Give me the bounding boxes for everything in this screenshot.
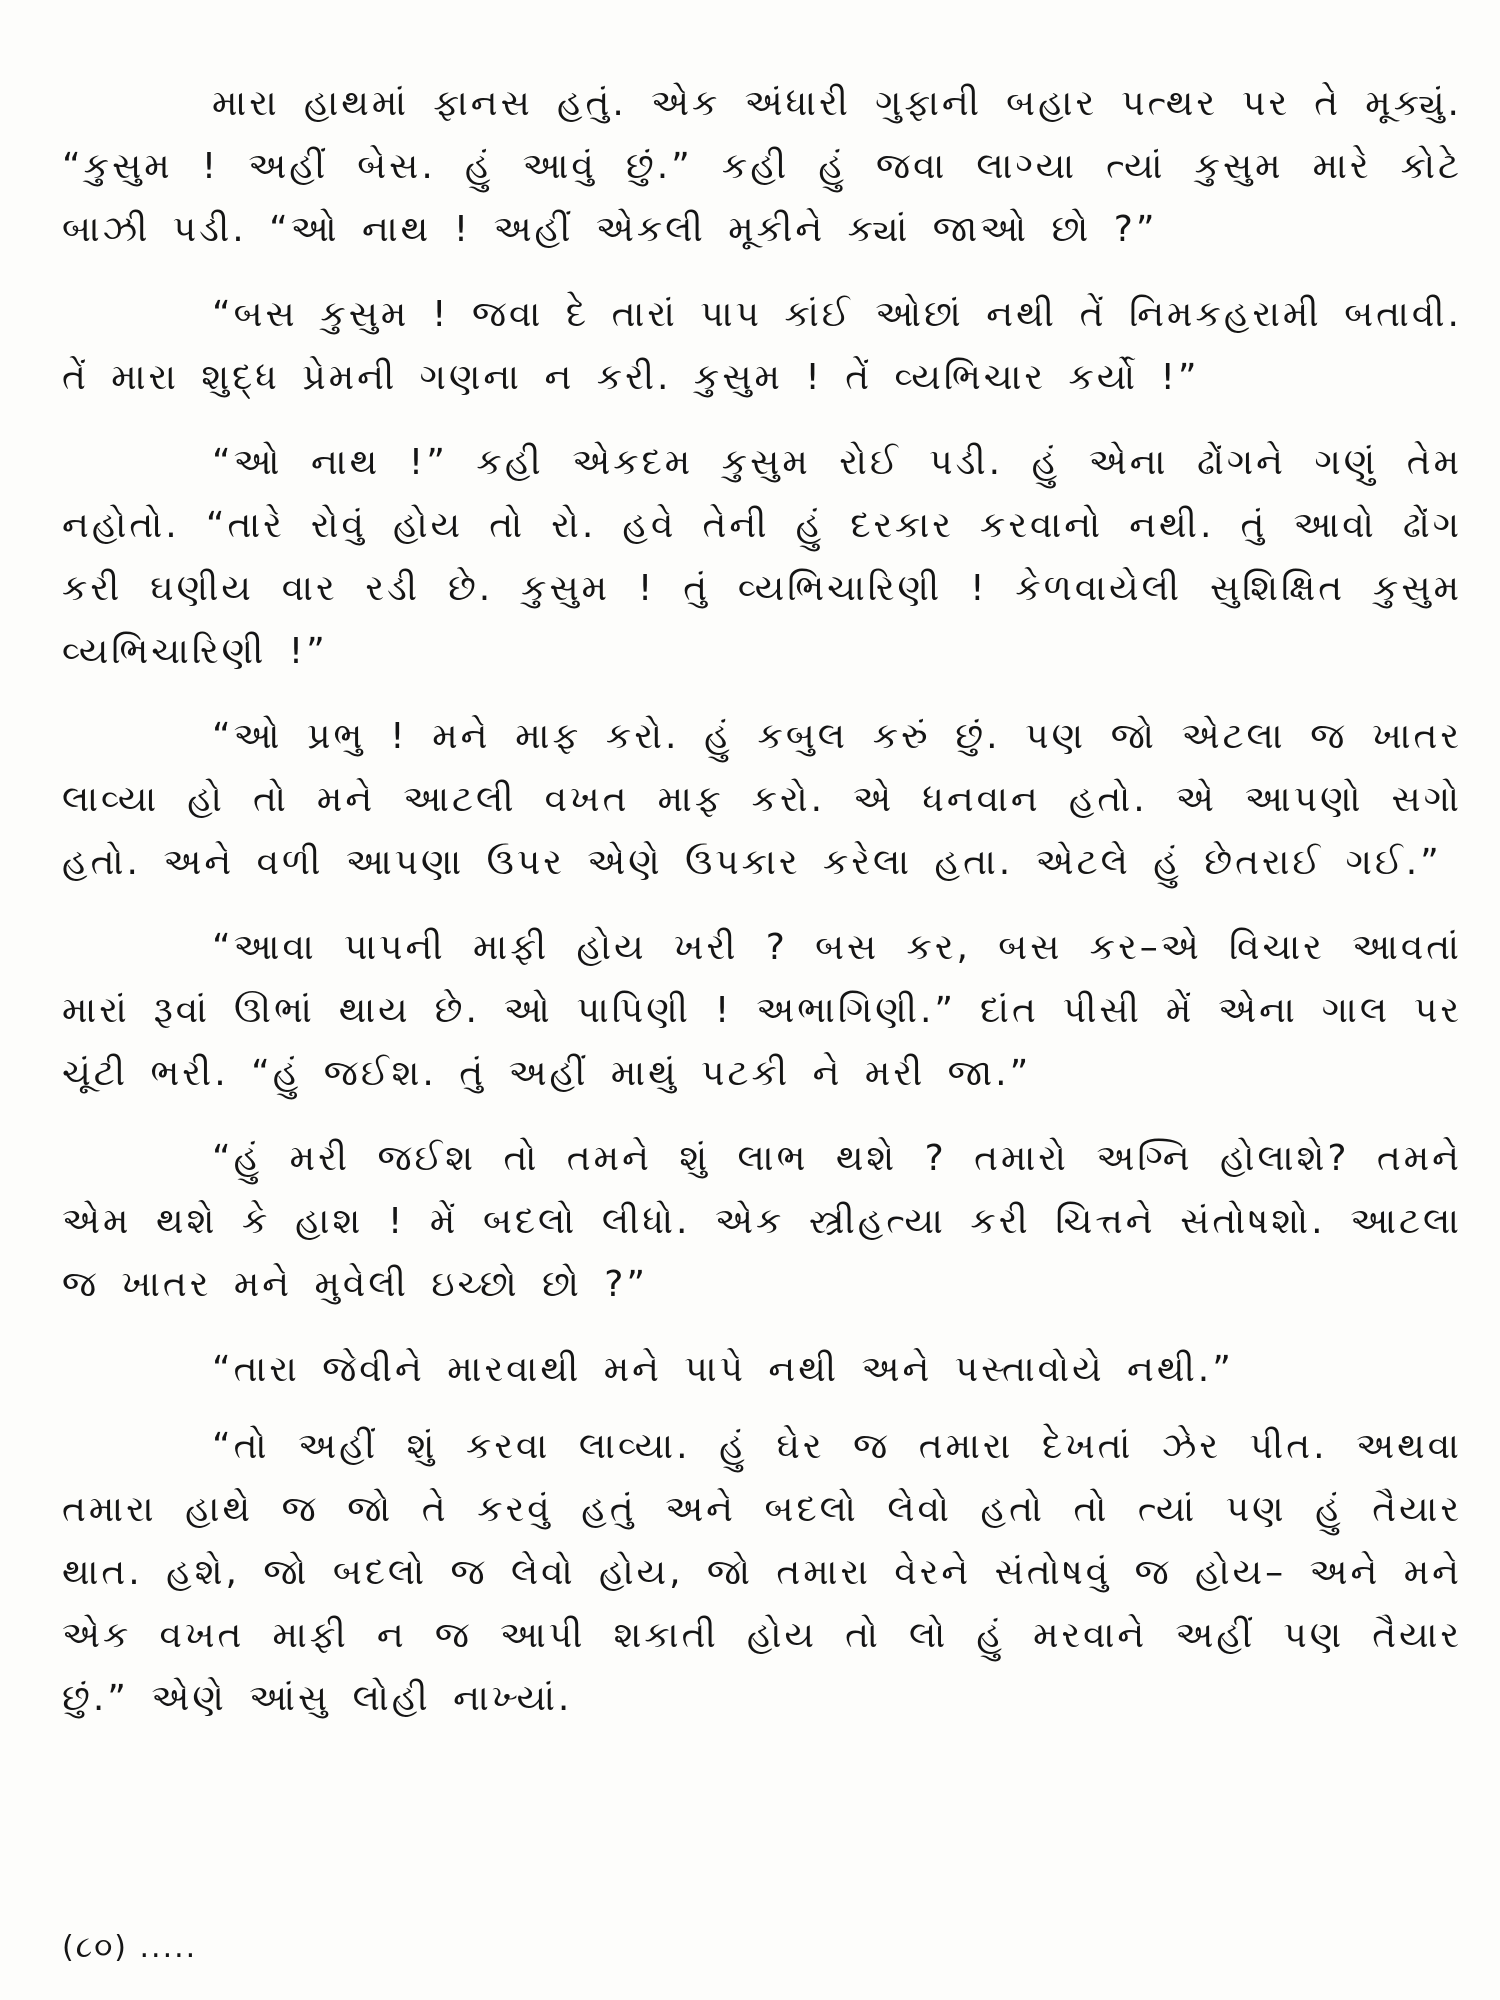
paragraph-8: “તો અહીં શું કરવા લાવ્યા. હું ઘેર જ તમારા દેખતાં ઝેર પીત. અથવા તમારા હાથે જ જો તે કરવું હતું અને બદલો લેવો હતો તો ત્યાં પણ હું તૈયાર થાત. હશે, જો બદલો જ લેવો હોય, જો તમારા વેરને સંતોષવું જ હોય– અને મને એક વખત માફી ન જ આપી શકાતી હોય તો લો હું મરવાને અહીં પણ તૈયાર છું.” એણે આંસુ લોહી નાખ્યાં. (62, 1426, 1462, 1719)
paragraph-3: “ઓ નાથ !” કહી એકદમ કુસુમ રોઈ પડી. હું એના ઢોંગને ગણું તેમ નહોતો. “તારે રોવું હોય તો રો. હવે તેની હું દરકાર કરવાનો નથી. તું આવો ઢોંગ કરી ઘણીય વાર રડી છે. કુસુમ ! તું વ્યભિચારિણી ! કેળવાયેલી સુશિક્ષિત કુસુમ વ્યભિચારિણી !” (62, 442, 1462, 672)
paragraph-1: મારા હાથમાં ફાનસ હતું. એક અંધારી ગુફાની બહાર પત્થર પર તે મૂક્યું. “કુસુમ ! અહીં બેસ. હું આવું છું.” કહી હું જવા લાગ્યા ત્યાં કુસુમ મારે કોટે બાઝી પડી. “ઓ નાથ ! અહીં એકલી મૂકીને ક્યાં જાઓ છો ?” (62, 83, 1462, 250)
page-number: (૮૦) ..... (62, 1930, 198, 1965)
body-text (62, 72, 1462, 1752)
paragraph-5: “આવા પાપની માફી હોય ખરી ? બસ કર, બસ કર–એ વિચાર આવતાં મારાં રૂવાં ઊભાં થાય છે. ઓ પાપિણી ! અભાગિણી.” દાંત પીસી મેં એના ગાલ પર ચૂંટી ભરી. “હું જઈશ. તું અહીં માથું પટકી ને મરી જા.” (62, 927, 1462, 1094)
paragraph-4: “ઓ પ્રભુ ! મને માફ કરો. હું કબુલ કરું છું. પણ જો એટલા જ ખાતર લાવ્યા હો તો મને આટલી વખત માફ કરો. એ ધનવાન હતો. એ આપણો સગો હતો. અને વળી આપણા ઉપર એણે ઉપકાર કરેલા હતા. એટલે હું છેતરાઈ ગઈ.” (62, 716, 1462, 883)
paragraph-6: “હું મરી જઈશ તો તમને શું લાભ થશે ? તમારો અગ્નિ હોલાશે? તમને એમ થશે કે હાશ ! મેં બદલો લીધો. એક સ્ત્રીહત્યા કરી ચિત્તને સંતોષશો. આટલા જ ખાતર મને મુવેલી ઇચ્છો છો ?” (62, 1138, 1462, 1305)
paragraph-2: “બસ કુસુમ ! જવા દે તારાં પાપ કાંઈ ઓછાં નથી તેં નિમકહરામી બતાવી. તેં મારા શુદ્ધ પ્રેમની ગણના ન કરી. કુસુમ ! તેં વ્યભિચાર કર્યો !” (62, 294, 1462, 398)
paragraph-7: “તારા જેવીને મારવાથી મને પાપે નથી અને પસ્તાવોયે નથી.” (212, 1349, 1234, 1390)
